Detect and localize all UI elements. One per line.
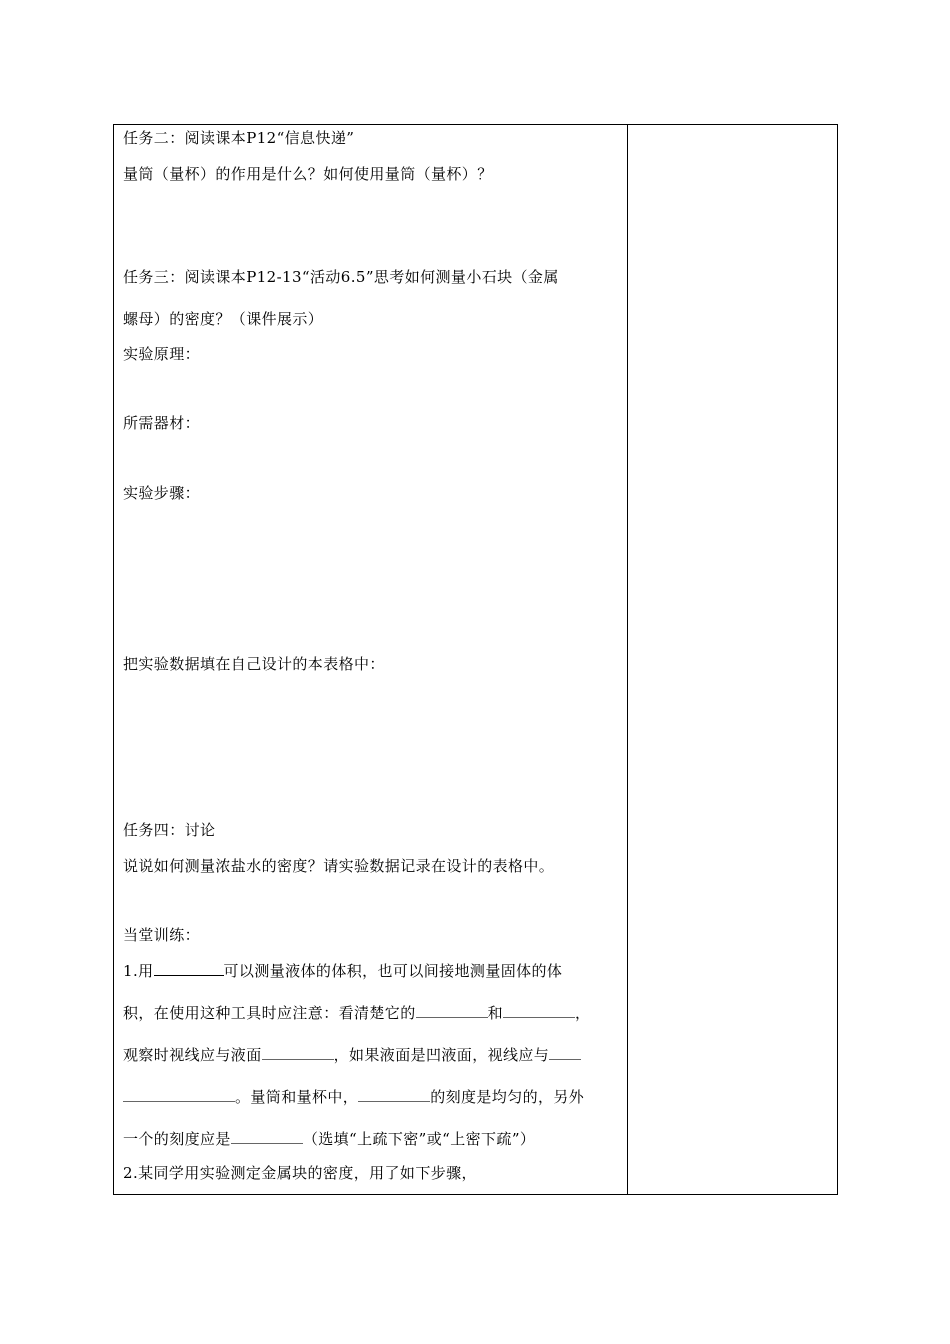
task2-question: 量筒（量杯）的作用是什么？如何使用量筒（量杯）？ bbox=[123, 165, 493, 183]
task4-question: 说说如何测量浓盐水的密度？请实验数据记录在设计的表格中。 bbox=[123, 857, 555, 875]
q1-line4: 。量筒和量杯中， 的刻度是均匀的，另外 bbox=[123, 1086, 623, 1107]
answer-blank[interactable] bbox=[262, 1044, 334, 1060]
q1-line2: 积，在使用这种工具时应注意：看清楚它的 和 ， bbox=[123, 1004, 591, 1022]
table-prompt: 把实验数据填在自己设计的本表格中： bbox=[123, 655, 385, 673]
equipment-label: 所需器材： bbox=[123, 414, 201, 432]
q1-line5: 一个的刻度应是 （选填“上疏下密”或“上密下疏”） bbox=[123, 1130, 536, 1148]
answer-blank[interactable] bbox=[503, 1002, 575, 1018]
task3-line2: 螺母）的密度？（课件展示） bbox=[123, 310, 324, 328]
task4-title: 任务四：讨论 bbox=[123, 821, 216, 839]
answer-blank[interactable] bbox=[549, 1044, 581, 1060]
task2-title: 任务二：阅读课本P12“信息快递” bbox=[123, 129, 355, 147]
answer-blank[interactable] bbox=[358, 1086, 430, 1102]
answer-blank[interactable] bbox=[231, 1128, 303, 1144]
practice-heading: 当堂训练： bbox=[123, 926, 201, 944]
answer-blank[interactable] bbox=[154, 960, 224, 976]
task3-line1: 任务三：阅读课本P12-13“活动6.5”思考如何测量小石块（金属 bbox=[123, 268, 559, 286]
column-divider bbox=[627, 125, 628, 1194]
steps-label: 实验步骤： bbox=[123, 484, 201, 502]
principle-label: 实验原理： bbox=[123, 345, 201, 363]
q2-line: 2.某同学用实验测定金属块的密度，用了如下步骤， bbox=[123, 1164, 477, 1182]
worksheet-table bbox=[113, 124, 838, 1195]
answer-blank[interactable] bbox=[123, 1086, 235, 1102]
q1-line1: 1.用 可以测量液体的体积，也可以间接地测量固体的体 bbox=[123, 962, 563, 980]
answer-blank[interactable] bbox=[416, 1002, 488, 1018]
q1-line3: 观察时视线应与液面 ，如果液面是凹液面，视线应与 bbox=[123, 1044, 623, 1065]
